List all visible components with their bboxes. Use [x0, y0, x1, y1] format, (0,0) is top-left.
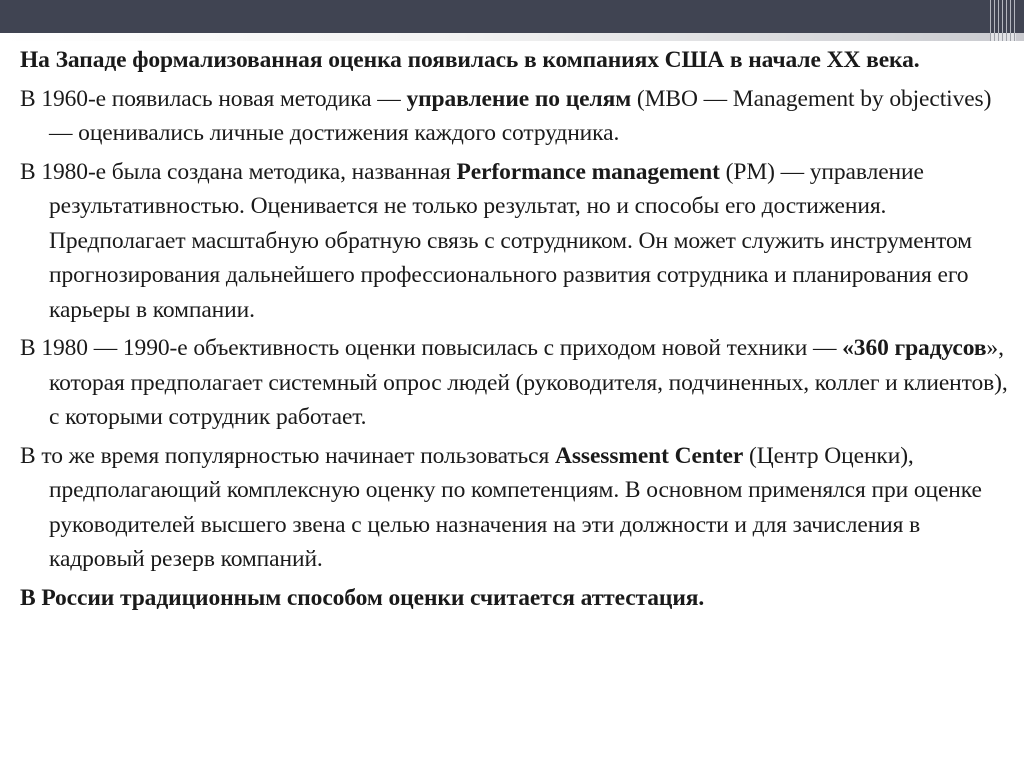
paragraph-mbo-term: управление по целям [406, 85, 632, 112]
paragraph-ac-term: Assessment Center [554, 442, 744, 469]
paragraph-ac-text-2: (Центр Оценки), предполагающий комплексную оценку по компетенциям. В основном применялся при оценке руководителей высшего звена с целью назначения на эти должности и для зачисления в кадровый резерв компаний. [49, 442, 982, 572]
paragraph-mbo [20, 82, 1020, 151]
paragraph-pm-text-1: В 1980-е была создана методика, названная [20, 158, 457, 185]
top-line-stripes-decoration [990, 33, 1016, 41]
paragraph-360-degrees [20, 331, 1020, 435]
paragraph-360-term: «360 градусов [842, 335, 987, 361]
paragraph-russia-attestation: В России традиционным способом оценки считается аттестация. [20, 584, 705, 611]
top-decorative-bar [0, 0, 1024, 33]
paragraph-pm-term: Performance management [456, 158, 720, 185]
paragraph-360-text-1: В 1980 — 1990-е объективность оценки повысилась с приходом новой техники — [20, 335, 843, 361]
paragraph-mbo-text-2: (MBO — Management by objectives) — оценивались личные достижения каждого сотрудника. [49, 85, 992, 146]
paragraph-mbo-text-1: В 1960-е появилась новая методика — [20, 85, 407, 112]
paragraph-west-origin: На Западе формализованная оценка появилась в компаниях США в начале XX века. [20, 47, 920, 73]
paragraph-performance-management [20, 155, 1020, 328]
paragraph-ac-text-1: В то же время популярностью начинает пользоваться [20, 442, 555, 469]
paragraph-360-text-2: », которая предполагает системный опрос людей (руководителя, подчиненных, коллег и клиентов), с которыми сотрудник работает. [49, 335, 1008, 430]
paragraph-pm-text-2: (PM) — управление результативностью. Оценивается не только результат, но и способы его достижения. Предполагает масштабную обратную связь с сотрудником. Он может служить инструментом прогнозирования дальнейшего профессионального развития сотрудника и планирования его карьеры в компании. [49, 158, 972, 323]
top-gradient-line [0, 33, 1024, 41]
top-stripes-decoration [990, 0, 1016, 33]
paragraph-assessment-center [20, 439, 1020, 577]
slide-content [20, 43, 1020, 619]
